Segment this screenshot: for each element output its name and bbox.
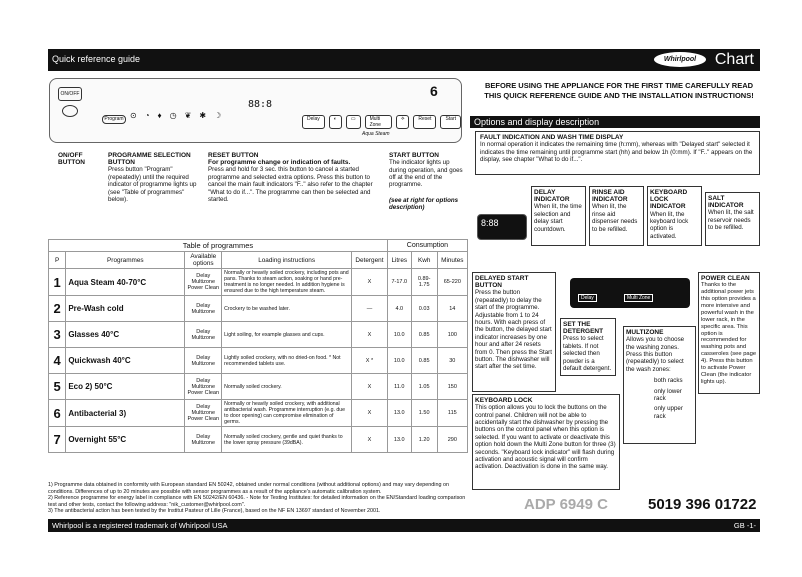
- reset-callout-subtitle: For programme change or indication of faults.: [208, 159, 351, 167]
- onoff-switch-label: ON/OFF: [58, 87, 82, 101]
- row-minutes: 115: [437, 400, 467, 427]
- rinse-indicator-title: RINSE AID INDICATOR: [592, 189, 628, 204]
- reset-callout: [208, 152, 378, 203]
- guide-title: Quick reference guide: [52, 54, 141, 64]
- power-clean-text: Thanks to the additional power jets this option provides a more intensive and powerful wash in the lower rack, in the specific area. This option is recommended for washing pots and casseroles (see page 4). Press this button to activate Power Clean (the indicator lights up).: [701, 282, 757, 385]
- start-callout: [389, 152, 464, 212]
- zone-both: both racks: [654, 377, 683, 385]
- row-number: 4: [49, 348, 66, 374]
- start-callout-title: START BUTTON: [389, 152, 439, 159]
- chart-title: Chart: [714, 51, 754, 68]
- row-number: 1: [49, 269, 66, 296]
- keylock-indicator-box: [647, 186, 702, 246]
- row-minutes: 150: [437, 374, 467, 400]
- reset-callout-title: RESET BUTTON: [208, 152, 259, 159]
- row-detergent: X: [352, 322, 388, 348]
- tablet-button[interactable]: ▭: [346, 115, 361, 129]
- time-display: 88:8: [248, 99, 273, 110]
- programme-table: [48, 239, 468, 453]
- row-number: 6: [49, 400, 66, 427]
- zone-upper: only upper rack: [654, 405, 683, 420]
- delay-indicator-box: [531, 186, 586, 246]
- row-kwh: 0.03: [411, 296, 437, 322]
- row-kwh: 0.89-1.75: [411, 269, 437, 296]
- control-panel: [49, 78, 462, 143]
- rinse-indicator-box: [589, 186, 644, 246]
- zone-lower: only lower rack: [654, 387, 682, 403]
- row-loading: Lightly soiled crockery, with no dried-on food. * Not recommended tablets use.: [222, 348, 352, 374]
- row-programme-name: Overnight 55°C: [66, 427, 185, 453]
- row-options: Delay Multizone Power Clean: [185, 374, 222, 400]
- row-loading: Normally soiled crockery.: [222, 374, 352, 400]
- table-consumption-header: Consumption: [387, 240, 467, 252]
- row-programme-name: Pre-Wash cold: [66, 296, 185, 322]
- program-callout-title: PROGRAMME SELECTION BUTTON: [108, 152, 191, 167]
- half-load-button[interactable]: ⟡: [396, 115, 409, 129]
- detergent-title: SET THE DETERGENT: [563, 321, 604, 336]
- power-clean-title: POWER CLEAN: [701, 275, 750, 282]
- col-litres: Litres: [387, 252, 411, 269]
- row-minutes: 100: [437, 322, 467, 348]
- keyboard-lock-title: KEYBOARD LOCK: [475, 397, 533, 404]
- row-detergent: X: [352, 427, 388, 453]
- delayed-start-box: [472, 272, 556, 392]
- onoff-button[interactable]: [62, 105, 78, 117]
- top-header-bar: [48, 49, 760, 71]
- row-kwh: 0.85: [411, 322, 437, 348]
- row-litres: 4.0: [387, 296, 411, 322]
- row-options: Delay Multizone Power Clean: [185, 400, 222, 427]
- detergent-box: [560, 318, 616, 376]
- footnote-3: 3) The antibacterial action has been tested by the Institut Pasteur of Lille (France), based on the NF EN 13697 standard of November 2001.: [48, 508, 381, 515]
- row-kwh: 1.20: [411, 427, 437, 453]
- table-row: [49, 269, 468, 296]
- row-minutes: 30: [437, 348, 467, 374]
- fault-title: FAULT INDICATION AND WASH TIME DISPLAY: [480, 134, 624, 141]
- col-minutes: Minutes: [437, 252, 467, 269]
- col-available-options: Available options: [185, 252, 222, 269]
- row-litres: 11.0: [387, 374, 411, 400]
- row-number: 3: [49, 322, 66, 348]
- aqua-steam-tag: Aqua Steam: [362, 131, 390, 137]
- row-kwh: 1.05: [411, 374, 437, 400]
- delayed-start-title: DELAYED START BUTTON: [475, 275, 529, 290]
- multizone-box: [623, 326, 696, 444]
- trademark-text: Whirlpool is a registered trademark of Whirlpool USA: [52, 521, 228, 530]
- table-row: [49, 400, 468, 427]
- delay-button[interactable]: Delay: [302, 115, 325, 129]
- row-detergent: —: [352, 296, 388, 322]
- program-icon-2: ◔: [144, 111, 150, 120]
- salt-indicator-text: When lit, the salt reservoir needs to be refilled.: [708, 209, 754, 232]
- detergent-text: Press to select tablets. If not selected then powder is a default detergent.: [563, 335, 612, 373]
- row-options: Delay Multizone: [185, 322, 222, 348]
- program-indicators: [130, 97, 240, 127]
- program-icon-4: ◷: [169, 111, 177, 120]
- row-programme-name: Antibacterial 3): [66, 400, 185, 427]
- row-minutes: 14: [437, 296, 467, 322]
- mini-multizone-button: Multi Zone: [624, 294, 653, 302]
- multizone-text: Allows you to choose the washing zones. Press this button (repeatedly) to select the wash zones:: [626, 336, 685, 373]
- row-litres: 10.0: [387, 322, 411, 348]
- row-number: 2: [49, 296, 66, 322]
- row-detergent: X: [352, 400, 388, 427]
- row-number: 7: [49, 427, 66, 453]
- rinse-indicator-text: When lit, the rinse aid dispenser needs to be refilled.: [592, 203, 638, 233]
- row-options: Delay Multizone: [185, 427, 222, 453]
- delay-indicator-title: DELAY INDICATOR: [534, 189, 570, 204]
- display-icon: 8:88: [477, 214, 527, 240]
- mini-panel-drawing: [570, 278, 690, 308]
- program-callout-text: Press button "Program" (repeatedly) until the required indicator of programme lights up (see "Table of programmes" below).: [108, 166, 197, 204]
- salt-indicator-title: SALT INDICATOR: [708, 195, 744, 210]
- row-number: 5: [49, 374, 66, 400]
- row-litres: 13.0: [387, 400, 411, 427]
- keyboard-lock-text: This option allows you to lock the buttons on the control panel. Children will not be able to accidentally start the dishwasher by pressing the buttons on the control panel when this option is selected. If you want to activate or deactivate this option hold down the Multi Zone button for three (3) seconds. "Keyboard lock indicator" will flash during activation and acoustic signal will confirm activation. Deactivation is done in the same way.: [475, 404, 616, 471]
- row-loading: Normally or heavily soiled crockery, with additional antibacterial wash. Programme interruption (e.g. due to door opening) can compromise elimination of germs.: [222, 400, 352, 427]
- table-row: [49, 374, 468, 400]
- row-programme-name: Glasses 40°C: [66, 322, 185, 348]
- table-title: Table of programmes: [49, 240, 388, 252]
- bottom-bar: [48, 519, 760, 532]
- row-loading: Crockery to be washed later.: [222, 296, 352, 322]
- row-detergent: X: [352, 374, 388, 400]
- reset-button[interactable]: Reset: [413, 115, 436, 129]
- panel-button-row: [302, 115, 461, 129]
- multizone-title: MULTIZONE: [626, 329, 664, 336]
- program-icon-7: ☽: [214, 111, 222, 120]
- keylock-indicator-title: KEYBOARD LOCK INDICATOR: [650, 189, 688, 211]
- table-row: [49, 322, 468, 348]
- col-detergent: Detergent: [352, 252, 388, 269]
- row-detergent: X *: [352, 348, 388, 374]
- delay-indicator-text: When lit, the time selection and delay start countdown.: [534, 203, 582, 233]
- table-row: [49, 427, 468, 453]
- program-icon-6: ✱: [199, 111, 207, 120]
- product-code: 5019 396 01722: [648, 496, 757, 513]
- row-options: Delay Multizone Power Clean: [185, 269, 222, 296]
- see-right-note: (see at right for options description): [389, 196, 459, 212]
- row-litres: 13.0: [387, 427, 411, 453]
- table-row: [49, 296, 468, 322]
- row-kwh: 1.50: [411, 400, 437, 427]
- row-loading: Light soiling, for example glasses and cups.: [222, 322, 352, 348]
- row-programme-name: Quickwash 40°C: [66, 348, 185, 374]
- keylock-indicator-text: When lit, the keyboard lock option is activated.: [650, 210, 689, 240]
- sense-6-logo: 6: [430, 83, 438, 99]
- reset-callout-text: Press and hold for 3 sec. this button to cancel a started programme and selected extra options. Press this button to cancel the main fault indicators "F.." also refer to the chapter "What to do if...". The programme can then be selected and started.: [208, 166, 373, 204]
- col-programmes: Programmes: [66, 252, 185, 269]
- col-loading: Loading instructions: [222, 252, 352, 269]
- table-row: [49, 348, 468, 374]
- options-bar: Options and display description: [470, 116, 760, 128]
- row-minutes: 65-220: [437, 269, 467, 296]
- row-programme-name: Aqua Steam 40-70°C: [66, 269, 185, 296]
- footnote-1: 1) Programme data obtained in conformity with European standard EN 50242, obtained under normal conditions (without additional options) and may vary depending on conditions. Differences of up to 20 minutes are possible with sensor programmes as a result of the appliance's automatic calibration system.: [48, 482, 449, 495]
- program-callout: [108, 152, 200, 203]
- multizone-button[interactable]: Multi Zone: [365, 115, 393, 129]
- row-options: Delay Multizone: [185, 296, 222, 322]
- row-litres: 7-17.0: [387, 269, 411, 296]
- intro-warning: BEFORE USING THE APPLIANCE FOR THE FIRST TIME CAREFULLY READ THIS QUICK REFERENCE GUIDE AND THE INSTALLATION INSTRUCTIONS!: [484, 81, 754, 100]
- whirlpool-logo: Whirlpool: [654, 52, 706, 67]
- program-button[interactable]: Program: [102, 115, 126, 124]
- page-label: GB -1-: [733, 521, 756, 530]
- row-minutes: 290: [437, 427, 467, 453]
- footnote-2: 2) Reference programme for energy label in compliance with EN 50242/EN 60436. - Note for Testing Institutes: for detailed information on the EN/Standard loading comparison test and other tests, contact the following address: "nik_customer@whirlpool.com".: [48, 495, 466, 508]
- col-kwh: Kwh: [411, 252, 437, 269]
- row-programme-name: Eco 2) 50°C: [66, 374, 185, 400]
- col-p: P: [49, 252, 66, 269]
- row-detergent: X: [352, 269, 388, 296]
- power-clean-button[interactable]: ◐: [329, 115, 342, 129]
- program-icon-5: ❦: [184, 111, 192, 120]
- footnotes: [48, 482, 468, 515]
- row-kwh: 0.85: [411, 348, 437, 374]
- start-callout-text: The indicator lights up during operation, and goes off at the end of the programme.: [389, 159, 463, 189]
- mini-delay-button: Delay: [578, 294, 597, 302]
- program-icon-3: ♦: [157, 111, 162, 120]
- fault-text: In normal operation it indicates the remaining time (h:mm), whereas with "Delayed start" selected it indicates the time remaining until programme start (hh) and below 1h (0:mm). If "F.." appears on the display, see chapter "What to do if...".: [480, 141, 753, 164]
- program-icon-1: ⊙: [130, 111, 137, 120]
- fault-box: [475, 131, 760, 175]
- salt-indicator-box: [705, 192, 760, 246]
- delayed-start-text: Press the button (repeatedly) to delay the start of the programme. Adjustable from 1 to 24 hours. With each press of the button, the delayed start indicator increases by one hour and after 24 resets from 0. Then press the Start button. The dishwasher will start after the set time.: [475, 289, 552, 371]
- row-loading: Normally soiled crockery, gentle and quiet thanks to the lower spray pressure (39dBA).: [222, 427, 352, 453]
- onoff-callout-title: ON/OFF BUTTON: [58, 152, 85, 167]
- row-loading: Normally or heavily soiled crockery, including pots and pans. Thanks to steam action, soaking or hand pre-treatment is no longer needed. In addition hygiene is ensured due to the high temperature steam.: [222, 269, 352, 296]
- model-number: ADP 6949 C: [524, 496, 608, 513]
- keyboard-lock-box: [472, 394, 620, 490]
- start-button[interactable]: Start: [440, 115, 461, 129]
- power-clean-box: [698, 272, 760, 394]
- row-litres: 10.0: [387, 348, 411, 374]
- row-options: Delay Multizone: [185, 348, 222, 374]
